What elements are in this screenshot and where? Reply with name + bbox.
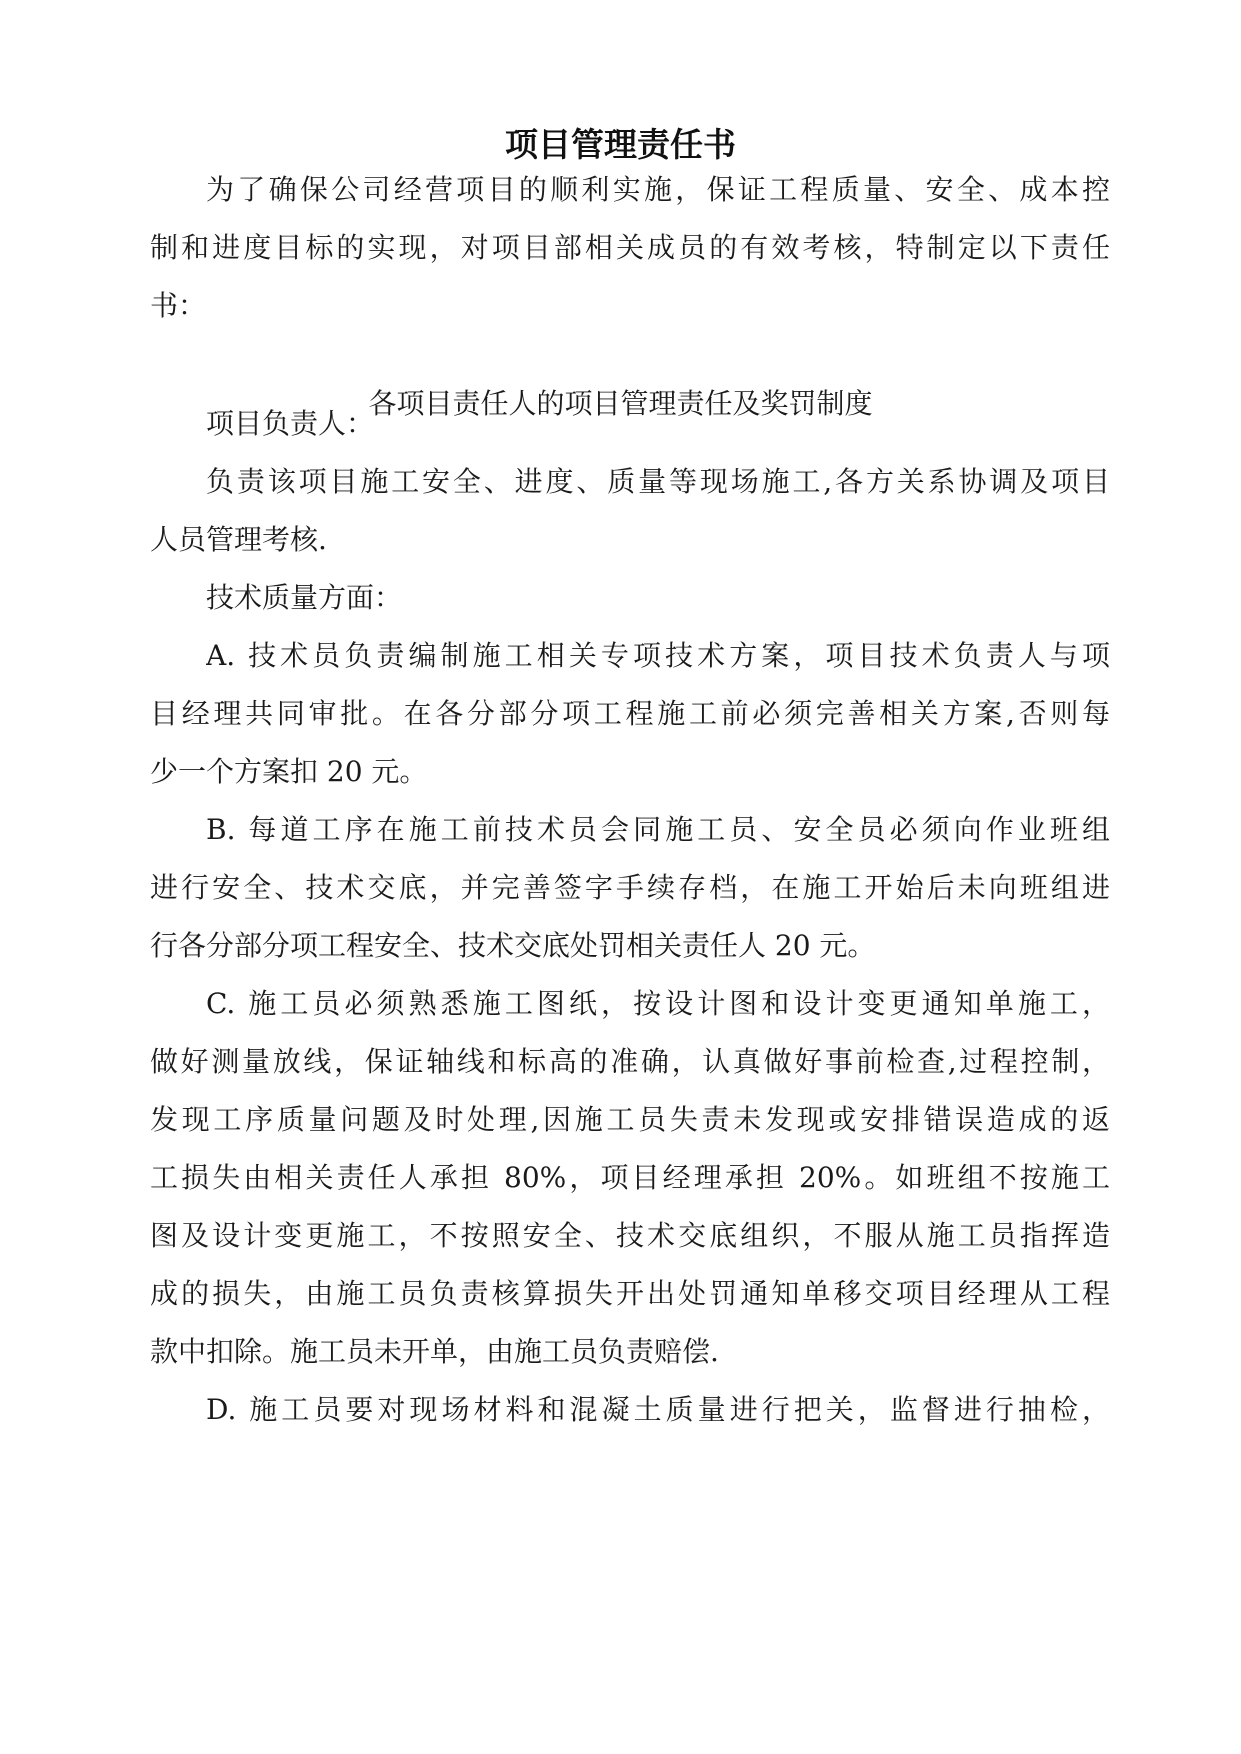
item-b-line-2: 进行安全、技术交底，并完善签字手续存档，在施工开始后未向班组进 (150, 871, 1110, 904)
item-c-line-6: 成的损失，由施工员负责核算损失开出处罚通知单移交项目经理从工程 (150, 1277, 1110, 1310)
project-leader-line-2: 人员管理考核. (150, 523, 327, 556)
document-title: 项目管理责任书 (505, 125, 736, 164)
intro-line-1: 为了确保公司经营项目的顺利实施，保证工程质量、安全、成本控 (206, 173, 1110, 206)
item-c-line-7: 款中扣除。施工员未开单，由施工员负责赔偿. (150, 1335, 719, 1368)
item-c-line-1: C. 施工员必须熟悉施工图纸，按设计图和设计变更通知单施工， (206, 987, 1110, 1020)
project-leader-label: 项目负责人： (206, 407, 375, 440)
item-a-line-3: 少一个方案扣 20 元。 (150, 755, 428, 788)
intro-line-3: 书： (150, 289, 207, 322)
item-c-line-3: 发现工序质量问题及时处理,因施工员失责未发现或安排错误造成的返 (150, 1103, 1110, 1136)
project-leader-line-1: 负责该项目施工安全、进度、质量等现场施工,各方关系协调及项目 (206, 465, 1110, 498)
item-c-line-4: 工损失由相关责任人承担 80%，项目经理承担 20%。如班组不按施工 (150, 1161, 1110, 1194)
item-b-line-3: 行各分部分项工程安全、技术交底处罚相关责任人 20 元。 (150, 929, 876, 962)
intro-line-2: 制和进度目标的实现，对项目部相关成员的有效考核，特制定以下责任 (150, 231, 1110, 264)
technical-quality-label: 技术质量方面： (206, 581, 403, 614)
item-c-line-2: 做好测量放线，保证轴线和标高的准确，认真做好事前检查,过程控制， (150, 1045, 1110, 1078)
item-c-line-5: 图及设计变更施工，不按照安全、技术交底组织，不服从施工员指挥造 (150, 1219, 1110, 1252)
section-heading: 各项目责任人的项目管理责任及奖罚制度 (368, 387, 873, 420)
item-d-line-1: D. 施工员要对现场材料和混凝土质量进行把关，监督进行抽检， (206, 1393, 1110, 1426)
item-a-line-2: 目经理共同审批。在各分部分项工程施工前必须完善相关方案,否则每 (150, 697, 1110, 730)
item-b-line-1: B. 每道工序在施工前技术员会同施工员、安全员必须向作业班组 (206, 813, 1110, 846)
item-a-line-1: A. 技术员负责编制施工相关专项技术方案，项目技术负责人与项 (206, 639, 1110, 672)
